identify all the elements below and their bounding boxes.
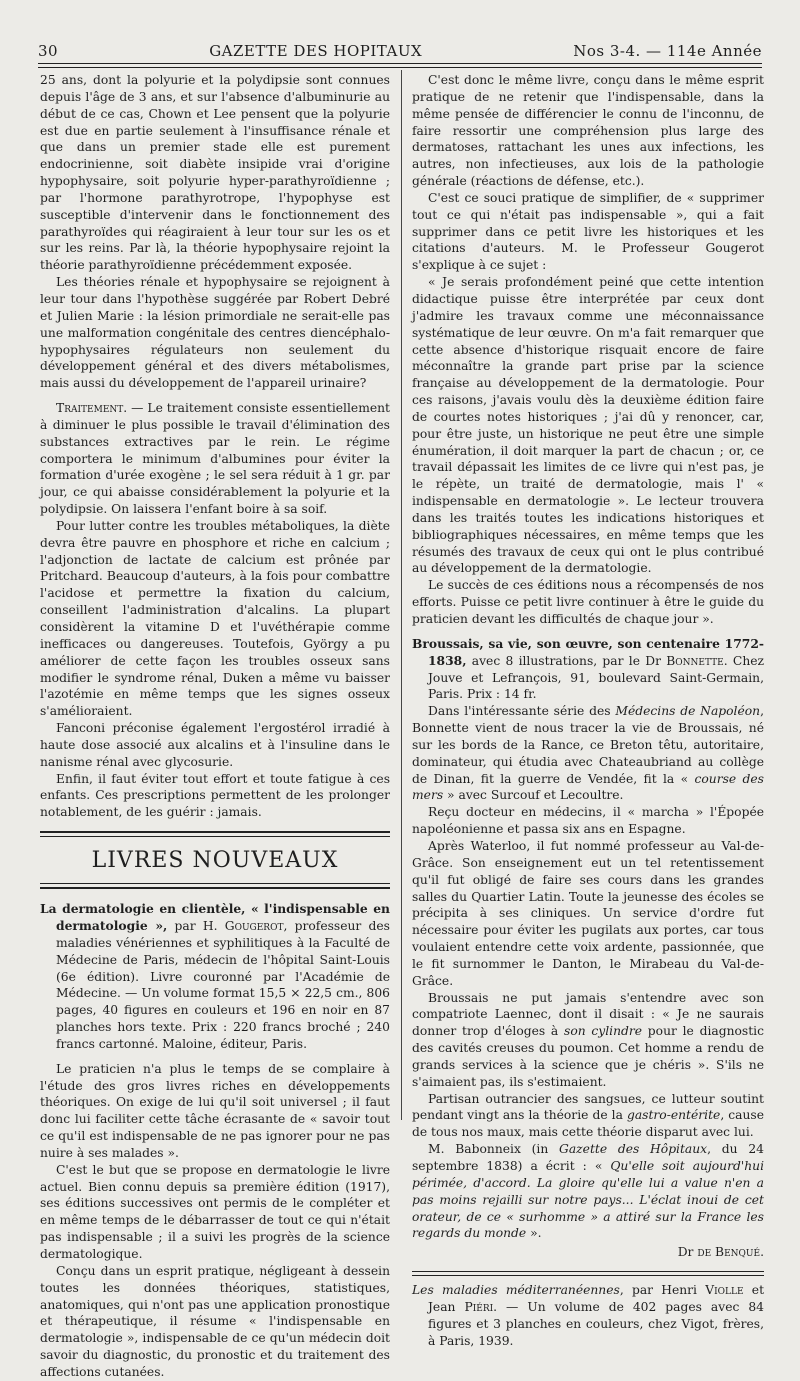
paragraph: Reçu docteur en médecins, il « marcha » l'Épopée napoléonienne et passa six ans en Espagne.	[412, 805, 764, 837]
paragraph: Les théories rénale et hypophysaire se rejoignent à leur tour dans l'hypothèse suggérée par Robert Debré et Julien Marie : la lésion primordiale ne serait-elle pas une malformation congénitale des centres diencéphalo-hypophysaires régulateurs non seulement du développement général et des divers métabolismes, mais aussi du développement de l'appareil urinaire?	[40, 275, 390, 391]
paragraph: Le praticien n'a plus le temps de se complaire à l'étude des gros livres riches en développements théoriques. On exige de lui qu'il soit universel ; il faut donc lui faciliter cette tâche écrasante de « savoir tout ce qu'il est indispensable de ne pas ignorer pour ne pas nuire à ses malades ».	[40, 1061, 390, 1160]
journal-title: GAZETTE DES HOPITAUX	[209, 42, 423, 60]
section-rule-thin	[412, 1275, 764, 1276]
book-author: Bonnette	[666, 653, 724, 668]
section-header	[40, 831, 390, 889]
page-number: 30	[38, 42, 59, 60]
left-column	[40, 72, 390, 1381]
treatment-paragraph	[40, 400, 390, 518]
book-entry: Les maladies méditerranéennes, par Henri Violle et Jean Piéri. — Un volume de 402 pages avec 84 figures et 3 planches en couleurs, chez Vigot, frères, à Paris, 1939.	[412, 1283, 765, 1348]
section-rule	[412, 1271, 764, 1272]
paragraph: C'est ce souci pratique de simplifier, de « supprimer tout ce qui n'était pas indispensable », qui a fait supprimer dans ce petit livre les historiques et les citations d'auteurs. M. le Professeur Gougerot s'explique à ce sujet :	[412, 190, 764, 273]
book-title: Broussais, sa vie, son œuvre, son centenaire 1772-1838,	[412, 635, 764, 668]
section-title: LIVRES NOUVEAUX	[91, 848, 339, 874]
issue-info: Nos 3-4. — 114e Année	[573, 42, 762, 60]
running-header	[38, 36, 762, 64]
paragraph: Enfin, il faut éviter tout effort et toute fatigue à ces enfants. Ces prescriptions permettent de les prolonger notablement, de les guérir : jamais.	[40, 771, 390, 820]
book-author: Gougerot	[224, 918, 284, 933]
paragraph: Après Waterloo, il fut nommé professeur au Val-de-Grâce. Son enseignement eut un tel retentissement qu'il fut obligé de faire ses cours dans les grandes salles du Quartier Latin. Toute la jeunesse des écoles se précipita à ses cliniques. Un service d'ordre fut nécessaire pour éviter les pugilats aux portes, car tous voulaient entendre cette voix ardente, passionnée, que le fit surnommer le Danton, le Mirabeau du Val-de-Grâce.	[412, 838, 764, 988]
right-column	[412, 72, 764, 1349]
paragraph: Pour lutter contre les troubles métaboliques, la diète devra être pauvre en phosphore et riche en calcium ; l'adjonction de lactate de calcium est prônée par Pritchard. Beaucoup d'auteurs, à la fois pour combattre l'acidose et permettre la fixation du calcium, conseillent l'administration d'alcalins. La plupart considèrent la vitamine D et l'uvéthérapie comme inefficaces ou dangereuses. Toutefois, György a pu améliorer de cette façon les troubles osseux sans modifier le syndrome rénal, Duken a même vu baisser l'azotémie en même temps que les signes osseux s'amélioraient.	[40, 518, 390, 719]
book-title: Les maladies méditerranéennes	[412, 1283, 620, 1298]
paragraph: C'est le but que se propose en dermatologie le livre actuel. Bien connu depuis sa première édition (1917), ses éditions successives ont permis de le compléter et en même temps de le débarrasser de tout ce qui n'était pas indispensable ; il a suivi les progrès de la science dermatologique.	[40, 1162, 390, 1261]
paragraph: Dans l'intéressante série des Médecins de Napoléon, Bonnette vient de nous tracer la vie de Broussais, né sur les bords de la Rance, ce Breton têtu, autoritaire, dominateur, qui étudia avec Chateaubriand au collège de Dinan, fit la guerre de Vendée, fit la « course des mers » avec Surcouf et Lecoultre.	[412, 704, 765, 803]
paragraph: Broussais ne put jamais s'entendre avec son compatriote Laennec, dont il disait : « Je ne saurais donner trop d'éloges à son cylindre pour le diagnostic des cavités creuses du poumon. Cet homme a rendu de grands services à la science que je chéris ». S'ils ne s'aimaient pas, ils s'estimaient.	[412, 990, 764, 1089]
paragraph: Fanconi préconise également l'ergostérol irradié à haute dose associé aux alcalins et à l'insuline dans le nanisme rénal avec glycosurie.	[40, 721, 390, 769]
paragraph: Le succès de ces éditions nous a récompensés de nos efforts. Puisse ce petit livre continuer à être le guide du praticien devant les difficultés de chaque jour ».	[412, 578, 764, 626]
paragraph: C'est donc le même livre, conçu dans le même esprit pratique de ne retenir que l'indispensable, dans la même pensée de différencier le connu de l'inconnu, de faire ressortir une compréhension plus large des dermatoses, rattachant les unes aux infections, les autres, non infectieuses, aux lois de la pathologie générale (réactions de défense, etc.).	[412, 73, 764, 189]
paragraph: M. Babonneix (in Gazette des Hôpitaux, du 24 septembre 1838) a écrit : « Qu'elle soit aujourd'hui périmée, d'accord. La gloire qu'elle lui a value n'en a pas moins rejailli sur notre pays... L'éclat inoui de cet orateur, de ce « surhomme » a attiré sur la France les regards du monde ».	[412, 1142, 765, 1241]
paragraph: Partisan outrancier des sangsues, ce lutteur soutint pendant vingt ans la théorie de la gastro-entérite, cause de tous nos maux, mais cette théorie disparut avec lui.	[412, 1091, 764, 1140]
paragraph: Conçu dans un esprit pratique, négligeant à dessein toutes les données théoriques, statistiques, anatomiques, qui n'ont pas une application pronostique et thérapeutique, il résume « l'indispensable en dermatologie », indispensable de ce qu'un médecin doit savoir du diagnostic, du pronostic et du traitement des affections cutanées.	[40, 1263, 390, 1379]
treatment-heading: Traitement.	[56, 401, 128, 416]
book-title: La dermatologie en clientèle, « l'indispensable en dermatologie »,	[40, 901, 390, 933]
quote-paragraph: « Je serais profondément peiné que cette intention didactique puisse être interprétée par ceux dont j'admire les travaux comme une méconnaissance systématique de leur œuvre. On m'a fait remarquer que cette absence d'historique risquait encore de faire méconnaître la grande part prise par la science française au développement de la dermatologie. Pour ces raisons, j'avais voulu dès la deuxième édition faire de courtes notes historiques ; j'ai dû y renoncer, car, pour être juste, un historique ne peut être une simple énumération, il doit marquer la part de chacun ; or, ce travail dépassait les limites de ce livre qui n'est pas, je le répète, un traité de dermatologie, mais l' « indispensable en dermatologie ». Le lecteur trouvera dans les traités toutes les indications historiques et bibliographiques nécessaires, en même temps que les résumés des travaux de ceux qui ont le plus contribué au développement de la dermatologie.	[412, 275, 764, 576]
column-divider	[401, 70, 402, 1120]
header-rule	[38, 63, 762, 64]
book-entry: Broussais, sa vie, son œuvre, son centenaire 1772-1838, avec 8 illustrations, par le Dr Bonnette. Chez Jouve et Lefrançois, 91, boulevard Saint-Germain, Paris. Prix : 14 fr.	[412, 635, 764, 702]
treatment-text: — Le traitement consiste essentiellement à diminuer le plus possible le travail d'élimination des substances extractives par le rein. Le régime comportera le minimum d'albumines pour éviter la formation d'urée exogène ; le sel sera réduit à 1 gr. par jour, ce qui abaisse considérablement la polyurie et la polydipsie. On laissera l'enfant boire à sa soif.	[40, 401, 390, 517]
header-rule-thin	[38, 67, 762, 68]
paragraph: 25 ans, dont la polyurie et la polydipsie sont connues depuis l'âge de 3 ans, et sur l'absence d'albuminurie au début de ce cas, Chown et Lee pensent que la polyurie est due en partie seulement à l'insuffisance rénale et que dans un premier stade elle est purement endocrinienne, soit diabète insipide vrai d'origine hypophysaire, soit polyurie hyper-parathyroïdienne ; par l'hormone parathyrotrope, l'hypophyse est susceptible d'intervenir dans le fonctionnement des parathyroïdes qui réagiraient à leur tour sur les os et sur les reins. Par là, la théorie hypophysaire rejoint la théorie parathyroïdienne précédemment exposée.	[40, 73, 390, 273]
book-entry: La dermatologie en clientèle, « l'indispensable en dermatologie », par H. Gougerot, professeur des maladies vénériennes et syphilitiques à la Faculté de Médecine de Paris, médecin de l'hôpital Saint-Louis (6e édition). Livre couronné par l'Académie de Médecine. — Un volume format 15,5 × 22,5 cm., 806 pages, 40 figures en couleurs et 196 en noir en 87 planches hors texte. Prix : 220 francs broché ; 240 francs cartonné. Maloine, éditeur, Paris.	[40, 901, 390, 1051]
signature: Dr de Benqué.	[677, 1245, 764, 1260]
